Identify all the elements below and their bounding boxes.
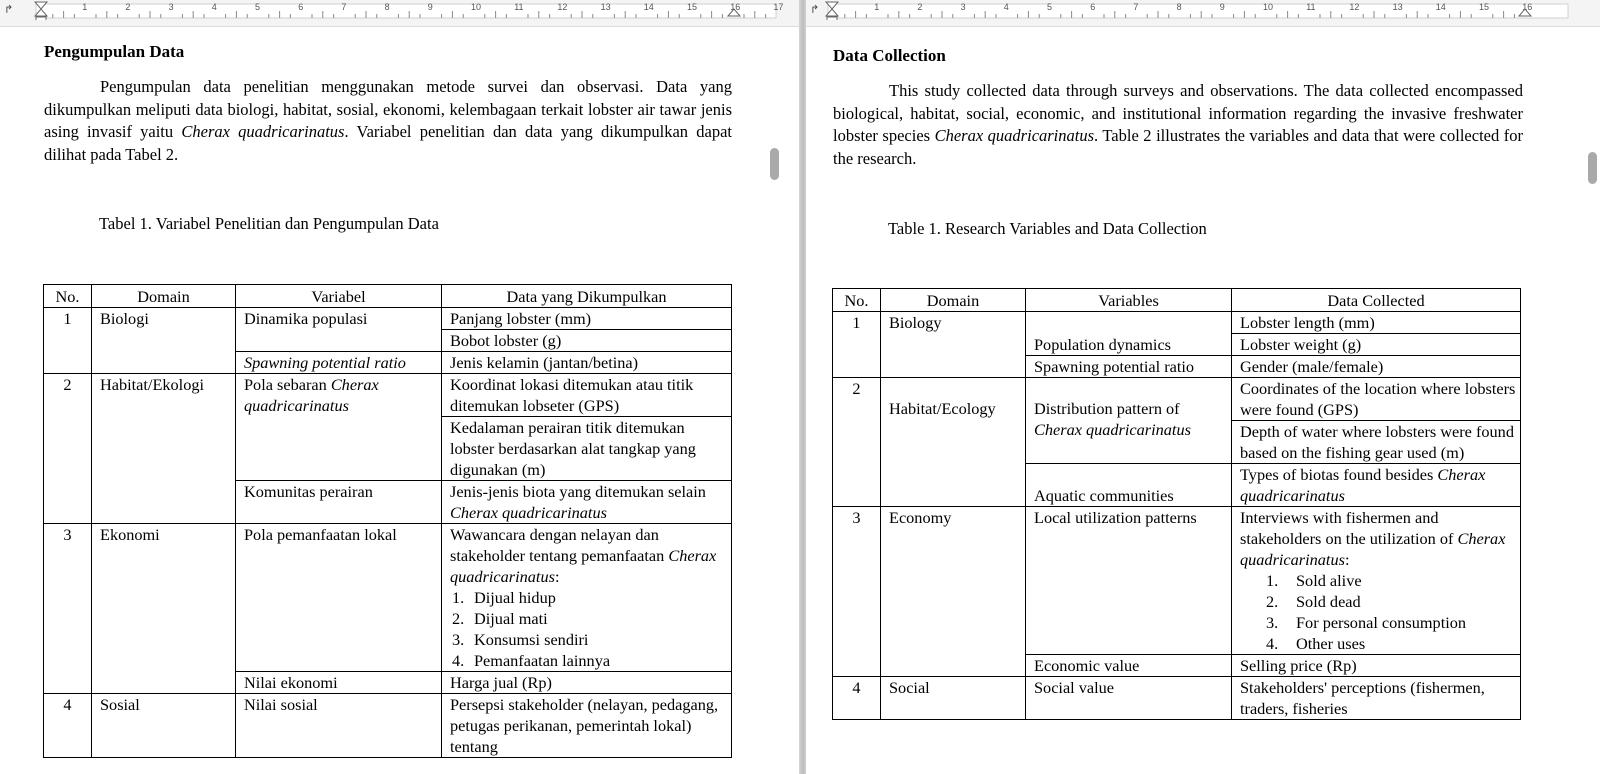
domain-cell: Economy: [881, 507, 1026, 677]
document-pane-right[interactable]: [806, 0, 1600, 774]
data-cell: Jenis kelamin (jantan/betina): [442, 352, 732, 374]
list-item: 4. Other uses: [1266, 634, 1366, 653]
ruler-number: 8: [1176, 2, 1182, 12]
variable-cell: Pola sebaran Cherax quadricarinatus: [236, 374, 442, 481]
tab-stop-icon[interactable]: ↱: [4, 3, 14, 16]
variable-cell: Pola pemanfaatan lokal: [236, 524, 442, 672]
table-caption: Tabel 1. Variabel Penelitian dan Pengumpulan Data: [99, 214, 439, 233]
data-cell: Types of biotas found besides Cherax quadricarinatus: [1232, 464, 1521, 507]
table-row: [833, 312, 1521, 334]
row-number: 1: [44, 308, 92, 374]
ruler-number: 3: [960, 2, 966, 12]
header-no: No.: [833, 289, 881, 312]
variable-cell: Spawning potential ratio: [1026, 356, 1232, 378]
scrollbar-thumb[interactable]: [1588, 152, 1597, 184]
header-variable: Variabel: [236, 285, 442, 308]
data-cell: Wawancara dengan nelayan dan stakeholder tentang pemanfaatan Cherax quadricarinatus: 1. Dijual hidup 2. Dijual mati 3. Konsumsi sendiri 4. Pemanfaatan lainnya: [442, 524, 732, 672]
data-cell: Bobot lobster (g): [442, 330, 732, 352]
row-number: 3: [44, 524, 92, 694]
data-cell: Kedalaman perairan titik ditemukan lobster berdasarkan alat tangkap yang digunakan (m): [442, 417, 732, 481]
variable-cell: Social value: [1026, 677, 1232, 720]
table-caption: Table 1. Research Variables and Data Collection: [888, 219, 1207, 238]
ruler-number: 6: [1090, 2, 1096, 12]
scrollbar-thumb[interactable]: [770, 148, 779, 180]
table-row: [833, 378, 1521, 421]
row-number: 3: [833, 507, 881, 677]
horizontal-ruler[interactable]: [0, 0, 800, 27]
table-row: [44, 694, 732, 758]
list-item: 2. Sold dead: [1266, 592, 1361, 611]
variable-cell: Komunitas perairan: [236, 481, 442, 524]
ruler-number: 16: [1522, 2, 1533, 12]
data-cell: Stakeholders' perceptions (fishermen, traders, fisheries: [1232, 677, 1521, 720]
ruler-number: 12: [557, 2, 568, 12]
ruler-number: 7: [1133, 2, 1139, 12]
data-cell: Lobster weight (g): [1232, 334, 1521, 356]
data-cell: Lobster length (mm): [1232, 312, 1521, 334]
variable-cell: Aquatic communities: [1026, 464, 1232, 507]
list-item: 1. Sold alive: [1266, 571, 1362, 590]
ruler-number: 15: [687, 2, 698, 12]
research-variables-table: [43, 284, 732, 758]
tab-stop-icon[interactable]: ↱: [810, 3, 820, 16]
list-item: 3. Konsumsi sendiri: [452, 630, 589, 649]
ruler-number: 10: [471, 2, 482, 12]
body-paragraph: This study collected data through surveys and observations. The data collected encompassed biological, habitat, social, economic, and institutional information regarding the invasive freshwater lobster species Cherax quadricarinatus. Table 2 illustrates the variables and data that were collected for the research.: [833, 81, 1523, 168]
list-item: 4. Pemanfaatan lainnya: [452, 651, 611, 670]
table-header-row: [833, 289, 1521, 312]
ruler-number: 13: [600, 2, 611, 12]
ruler-number: 7: [341, 2, 347, 12]
row-number: 2: [44, 374, 92, 524]
list-item: 1. Dijual hidup: [452, 588, 556, 607]
variable-cell: Economic value: [1026, 655, 1232, 677]
domain-cell: Biology: [881, 312, 1026, 378]
variable-cell: Nilai sosial: [236, 694, 442, 758]
table-row: [44, 308, 732, 330]
header-domain: Domain: [881, 289, 1026, 312]
data-cell: Persepsi stakeholder (nelayan, pedagang, petugas perikanan, pemerintah lokal) tentang: [442, 694, 732, 758]
ruler-number: 6: [298, 2, 304, 12]
domain-cell: Habitat/Ekologi: [92, 374, 236, 524]
row-number: 1: [833, 312, 881, 378]
list-item: 2. Dijual mati: [452, 609, 548, 628]
list-item: 3. For personal consumption: [1266, 613, 1467, 632]
table-row: [833, 507, 1521, 655]
ruler-number: 11: [1306, 2, 1316, 12]
ruler-number: 4: [211, 2, 217, 12]
data-cell: Jenis-jenis biota yang ditemukan selain Cherax quadricarinatus: [442, 481, 732, 524]
data-cell: Harga jual (Rp): [442, 672, 732, 694]
ruler-number: 12: [1349, 2, 1360, 12]
table-header-row: [44, 285, 732, 308]
ruler-number: 5: [255, 2, 261, 12]
ruler-number: 9: [427, 2, 433, 12]
domain-cell: Social: [881, 677, 1026, 720]
header-data: Data Collected: [1232, 289, 1521, 312]
ruler-number: 1: [82, 2, 88, 12]
body-paragraph: Pengumpulan data penelitian menggunakan metode survei dan observasi. Data yang dikumpulkan meliputi data biologi, habitat, sosial, ekonomi, kelembagaan terkait lobster air tawar jenis asing invasif yaitu Cherax quadricarinatus. Variabel penelitian dan data yang dikumpulkan dapat dilihat pada Tabel 2.: [44, 77, 732, 164]
data-cell: Koordinat lokasi ditemukan atau titik ditemukan lobseter (GPS): [442, 374, 732, 417]
table-row: [44, 374, 732, 417]
ruler-number: 16: [730, 2, 741, 12]
ruler-number: 10: [1263, 2, 1274, 12]
ruler-number: 2: [125, 2, 131, 12]
domain-cell: Sosial: [92, 694, 236, 758]
data-cell: Interviews with fishermen and stakeholders on the utilization of Cherax quadricarinatus: 1. Sold alive 2. Sold dead 3. For personal consumption 4. Other uses: [1232, 507, 1521, 655]
variable-cell: Spawning potential ratio: [236, 352, 442, 374]
ruler-number: 11: [514, 2, 524, 12]
ruler-number: 8: [384, 2, 390, 12]
ruler-number: 4: [1003, 2, 1009, 12]
variable-cell: Distribution pattern of Cherax quadricarinatus: [1026, 378, 1232, 464]
row-number: 4: [833, 677, 881, 720]
data-cell: Gender (male/female): [1232, 356, 1521, 378]
domain-cell: Habitat/Ecology: [881, 378, 1026, 507]
table-row: [44, 524, 732, 672]
variable-cell: Dinamika populasi: [236, 308, 442, 352]
ruler-number: 17: [773, 2, 784, 12]
indent-marker-icon[interactable]: [34, 0, 48, 20]
ruler-number: 5: [1047, 2, 1053, 12]
variable-cell: Nilai ekonomi: [236, 672, 442, 694]
ruler-number: 15: [1479, 2, 1490, 12]
ruler-ticks: [0, 0, 800, 26]
ruler-number: 14: [1435, 2, 1446, 12]
domain-cell: Biologi: [92, 308, 236, 374]
ruler-number: 9: [1219, 2, 1225, 12]
header-no: No.: [44, 285, 92, 308]
section-heading: Pengumpulan Data: [44, 42, 185, 61]
data-cell: Panjang lobster (mm): [442, 308, 732, 330]
data-cell: Selling price (Rp): [1232, 655, 1521, 677]
horizontal-ruler[interactable]: [806, 0, 1600, 27]
ruler-number: 2: [917, 2, 923, 12]
table-row: [833, 677, 1521, 720]
research-variables-table: [832, 288, 1521, 720]
ruler-number: 1: [874, 2, 880, 12]
ruler-number: 14: [643, 2, 654, 12]
header-data: Data yang Dikumpulkan: [442, 285, 732, 308]
data-cell: Coordinates of the location where lobsters were found (GPS): [1232, 378, 1521, 421]
variable-cell: Population dynamics: [1026, 312, 1232, 356]
row-number: 4: [44, 694, 92, 758]
data-cell: Depth of water where lobsters were found based on the fishing gear used (m): [1232, 421, 1521, 464]
domain-cell: Ekonomi: [92, 524, 236, 694]
header-domain: Domain: [92, 285, 236, 308]
indent-marker-icon[interactable]: [825, 0, 839, 20]
row-number: 2: [833, 378, 881, 507]
header-variable: Variables: [1026, 289, 1232, 312]
ruler-number: 13: [1392, 2, 1403, 12]
ruler-number: 3: [168, 2, 174, 12]
variable-cell: Local utilization patterns: [1026, 507, 1232, 655]
section-heading: Data Collection: [833, 46, 946, 65]
